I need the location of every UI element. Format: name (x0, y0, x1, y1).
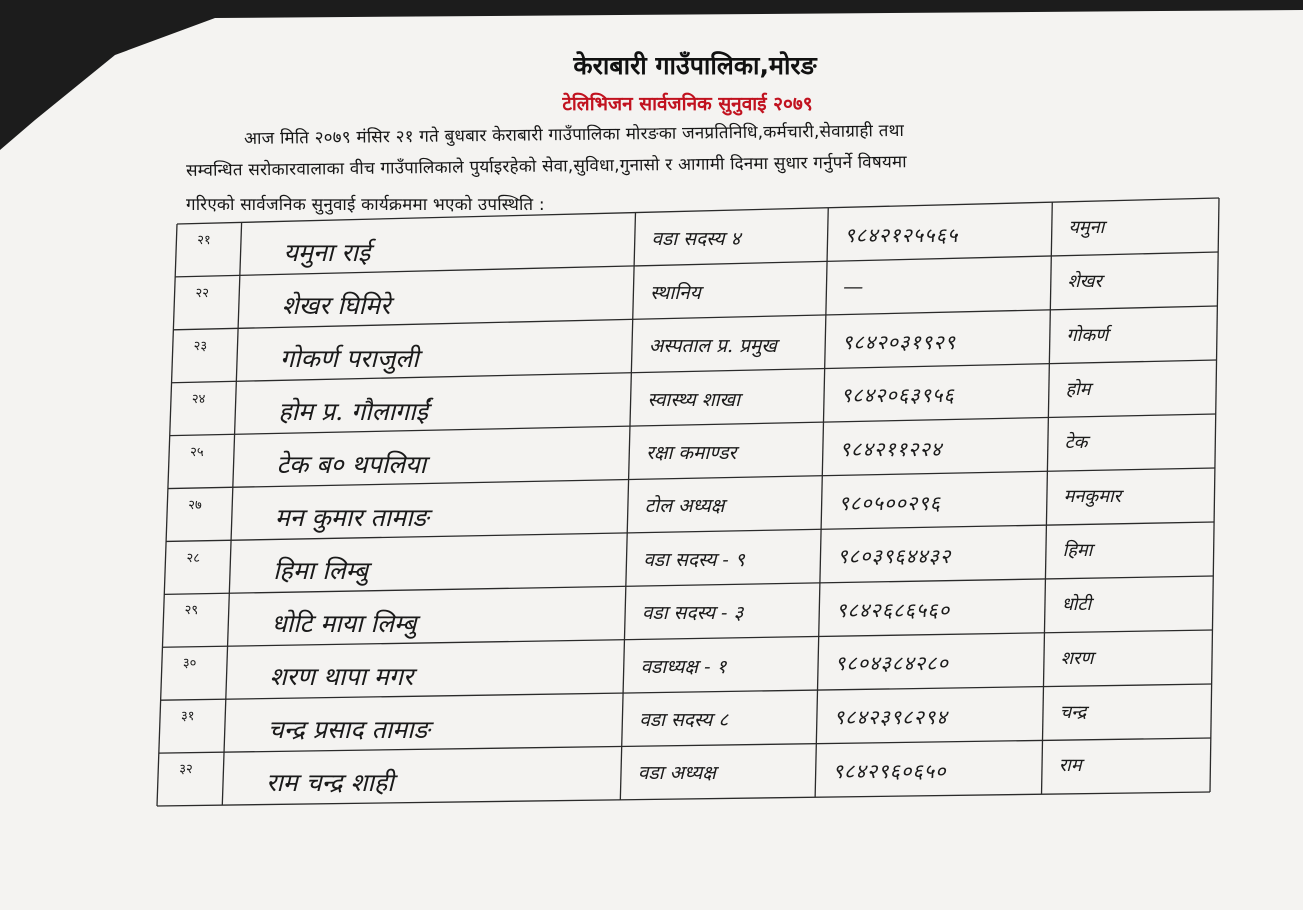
attendee-signature: टेक (1064, 432, 1088, 454)
attendee-position: वडा सदस्य - ३ (641, 602, 744, 625)
attendee-phone: ९८४२१२५५६५ (844, 222, 959, 247)
attendee-phone: ९८४२६८६५६० (836, 597, 951, 622)
attendee-phone: ९८०५००२९६ (838, 490, 942, 515)
attendee-phone: ९८४२०६३९५६ (840, 383, 955, 408)
attendee-signature: शेखर (1067, 270, 1102, 292)
column-line (620, 213, 635, 800)
intro-line-1: आज मिति २०७९ मंसिर २१ गते बुधबार केराबारी गाउँपालिका मोरङका जनप्रतिनिधि,कर्मचारी,सेवाग्राही तथा (243, 120, 905, 149)
attendee-signature: चन्द्र (1059, 701, 1087, 723)
attendee-phone: ९८०४३८४२८० (834, 651, 949, 676)
attendee-signature: शरण (1060, 647, 1094, 669)
attendee-name: यमुना राई (283, 238, 371, 268)
column-line (1210, 198, 1219, 792)
attendee-name: टेक ब० थपलिया (276, 449, 427, 479)
attendee-phone: — (843, 274, 865, 299)
serial-number: २९ (184, 603, 199, 619)
serial-number: ३१ (181, 709, 195, 725)
column-line (222, 222, 241, 805)
attendee-signature: यमुना (1068, 217, 1105, 239)
attendee-name: शेखर घिमिरे (281, 291, 391, 321)
row-line (177, 198, 1219, 224)
attendee-name: होम प्र. गौलागाईं (278, 397, 428, 426)
serial-number: २४ (191, 391, 206, 407)
attendee-phone: ९८४२०३१९२९ (842, 329, 956, 354)
attendee-phone: ९८४२९६०६५० (832, 758, 947, 783)
attendee-name: चन्द्र प्रसाद तामाङ (267, 714, 430, 744)
attendee-signature: गोकर्ण (1066, 324, 1109, 346)
attendee-position: वडा सदस्य - ९ (643, 548, 745, 571)
serial-number: २५ (190, 444, 204, 460)
column-line (157, 224, 177, 806)
attendee-name: धोटि माया लिम्बु (271, 608, 417, 638)
attendee-signature: धोटी (1061, 593, 1092, 615)
attendee-phone: ९८४२३९८२९४ (833, 705, 948, 730)
attendee-position: अस्पताल प्र. प्रमुख (648, 335, 777, 358)
attendee-name: शरण थापा मगर (269, 661, 414, 691)
attendee-position: स्वास्थ्य शाखा (647, 388, 741, 411)
attendee-position: रक्षा कमाण्डर (646, 441, 737, 464)
column-line (815, 208, 828, 798)
intro-line-2: सम्वन्धित सरोकारवालाका वीच गाउँपालिकाले पुर्याइरहेको सेवा,सुविधा,गुनासो र आगामी दिनमा सुधार गर्नुपर्ने विषयमा (185, 152, 907, 181)
attendee-signature: हिमा (1062, 540, 1093, 562)
attendee-position: वडा सदस्य ४ (651, 228, 741, 251)
attendee-name: गोकर्ण पराजुली (280, 344, 419, 373)
attendee-signature: होम (1065, 378, 1091, 400)
attendee-position: वडा सदस्य ८ (639, 708, 729, 731)
attendee-signature: मनकुमार (1063, 486, 1122, 508)
attendee-name: मन कुमार तामाङ (274, 502, 429, 532)
attendee-name: हिमा लिम्बु (273, 555, 369, 585)
attendee-position: वडाध्यक्ष - १ (640, 655, 727, 678)
attendee-name: राम चन्द्र शाही (266, 767, 394, 797)
document-subtitle: टेलिभिजन सार्वजनिक सुनुवाई २०७९ (562, 93, 813, 115)
serial-number: २१ (197, 233, 211, 249)
attendee-phone: ९८४२११२२४ (839, 437, 943, 461)
attendee-position: टोल अध्यक्ष (644, 495, 725, 518)
serial-number: ३० (182, 656, 197, 672)
serial-number: २७ (188, 497, 202, 513)
document-title: केराबारी गाउँपालिका,मोरङ (573, 51, 817, 80)
serial-number: २३ (193, 338, 208, 354)
attendee-position: वडा अध्यक्ष (637, 762, 716, 785)
attendee-position: स्थानिय (650, 281, 701, 304)
column-line (1042, 202, 1053, 794)
serial-number: २८ (186, 550, 200, 566)
attendee-signature: राम (1058, 755, 1082, 777)
attendee-phone: ९८०३९६४४३२ (837, 544, 952, 569)
serial-number: ३२ (179, 762, 193, 778)
intro-line-3: गरिएको सार्वजनिक सुनुवाई कार्यक्रममा भएको उपस्थिति : (186, 195, 545, 215)
serial-number: २२ (195, 285, 209, 301)
